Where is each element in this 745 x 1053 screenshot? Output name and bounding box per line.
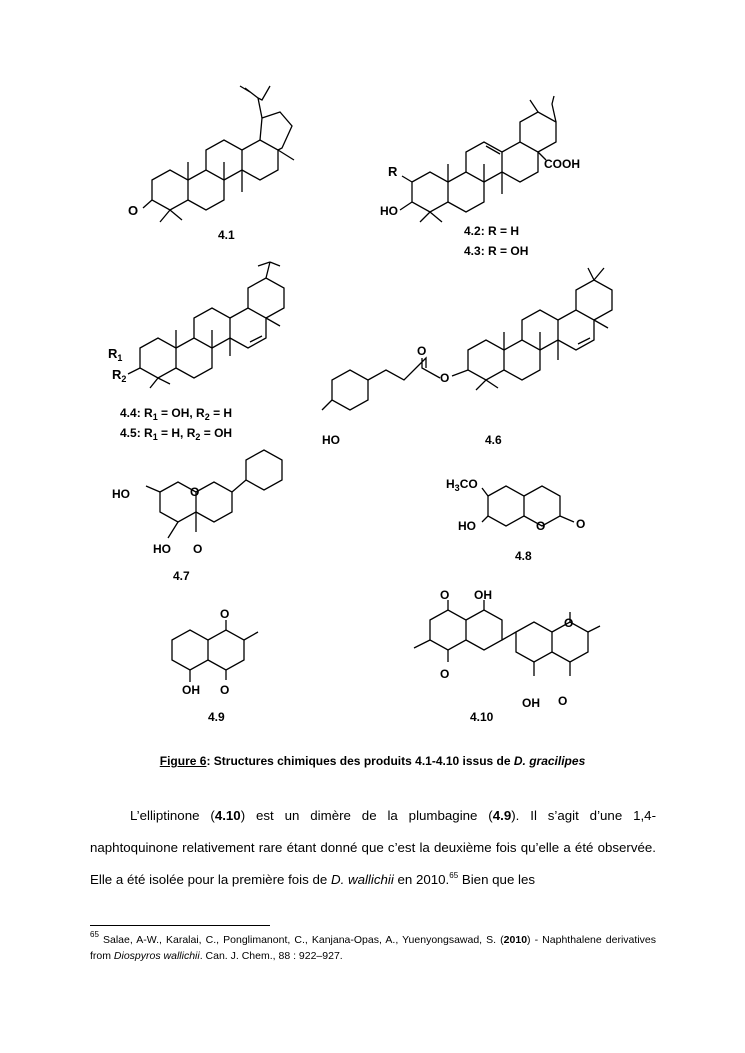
- atom-o: O: [440, 588, 450, 602]
- body-text-segment: en 2010.: [393, 872, 450, 887]
- structure-4-10: [414, 600, 600, 676]
- footnote-text: ) - Naphthalene derivatives from: [90, 934, 656, 962]
- atom-oh: OH: [474, 588, 492, 602]
- compound-label-4-8: 4.8: [515, 549, 532, 563]
- atom-oh: OH: [182, 683, 200, 697]
- body-text-segment: ) est un dimère de la plumbagine (: [240, 808, 493, 823]
- atom-o: O: [193, 542, 203, 556]
- atom-o: O: [190, 485, 200, 499]
- structure-4-7: [146, 450, 282, 538]
- footnote-species: Diospyros wallichii: [113, 950, 200, 962]
- atom-cooh: COOH: [544, 157, 580, 171]
- compound-label-4-5: 4.5: $R_1 = H$, $R_2$ = OH: [120, 426, 233, 442]
- structure-4-8: [482, 486, 574, 526]
- species-name: D. wallichii: [330, 872, 394, 887]
- atom-ho: HO: [322, 433, 340, 447]
- structure-4-2: [400, 96, 556, 222]
- compound-label-4-6: 4.6: [485, 433, 502, 447]
- atom-o: O: [220, 683, 230, 697]
- atom-r2: $R_2$: [112, 367, 127, 384]
- structure-4-4: [128, 262, 284, 388]
- footnote-text: . Can. J. Chem., 88 : 922–927.: [199, 950, 343, 962]
- body-text-segment: ). Il s’agit d’une 1,4-naphtoquinone relativement rare étant donné que c’est la deuxième fois qu’elle a été observée. Elle a été isolée pour la première fois de: [90, 808, 657, 887]
- atom-ho: HO: [458, 519, 476, 533]
- atom-o: O: [558, 694, 568, 708]
- compound-ref: 4.9: [492, 808, 512, 823]
- footnote-number: 65: [90, 930, 99, 939]
- footnote: [90, 932, 656, 964]
- structure-4-9: [172, 620, 258, 682]
- figure-label: Figure 6: [159, 754, 207, 768]
- atom-o: O: [576, 517, 586, 531]
- atom-ho: HO: [153, 542, 171, 556]
- caption-species: D. gracilipes: [513, 754, 586, 768]
- atom-ho: HO: [380, 204, 398, 218]
- atom-h3co: $H_3CO$: [446, 477, 478, 493]
- compound-label-4-1: 4.1: [218, 228, 235, 242]
- atom-o: O: [536, 519, 546, 533]
- footnote-ref[interactable]: 65: [449, 871, 459, 880]
- body-paragraph: [90, 800, 656, 896]
- compound-label-4-3: 4.3: R = OH: [464, 244, 529, 258]
- atom-o: O: [440, 371, 450, 385]
- structure-4-1: [143, 86, 294, 222]
- compound-label-4-2: 4.2: R = H: [464, 224, 520, 238]
- compound-label-4-9: 4.9: [208, 710, 225, 724]
- compound-label-4-7: 4.7: [173, 569, 190, 583]
- atom-ho: HO: [112, 487, 130, 501]
- compound-label-4-4: 4.4: $R_1$ = OH, $R_2 = H$: [120, 406, 233, 422]
- footnote-text: Salae, A-W., Karalai, C., Ponglimanont, C., Kanjana-Opas, A., Yuenyongsawad, S. (: [98, 934, 504, 946]
- structure-4-6: [322, 268, 612, 410]
- compound-label-4-10: 4.10: [470, 710, 494, 724]
- atom-r1: $R_1$: [108, 346, 123, 363]
- footnote-year: 2010: [503, 934, 528, 946]
- body-text-segment: L’elliptinone (: [130, 808, 215, 823]
- atom-o: O: [417, 344, 427, 358]
- atom-o: O: [440, 667, 450, 681]
- atom-o: O: [220, 607, 230, 621]
- caption-text: : Structures chimiques des produits 4.1-4.10 issus de: [206, 754, 514, 768]
- compound-ref: 4.10: [214, 808, 241, 823]
- figure-caption: [0, 754, 745, 768]
- atom-r: R: [388, 164, 398, 179]
- atom-o: O: [564, 616, 574, 630]
- footnote-divider: [90, 925, 270, 926]
- atom-oh: OH: [522, 696, 540, 710]
- atom-o: O: [128, 203, 139, 218]
- body-text-segment: Bien que les: [458, 872, 536, 887]
